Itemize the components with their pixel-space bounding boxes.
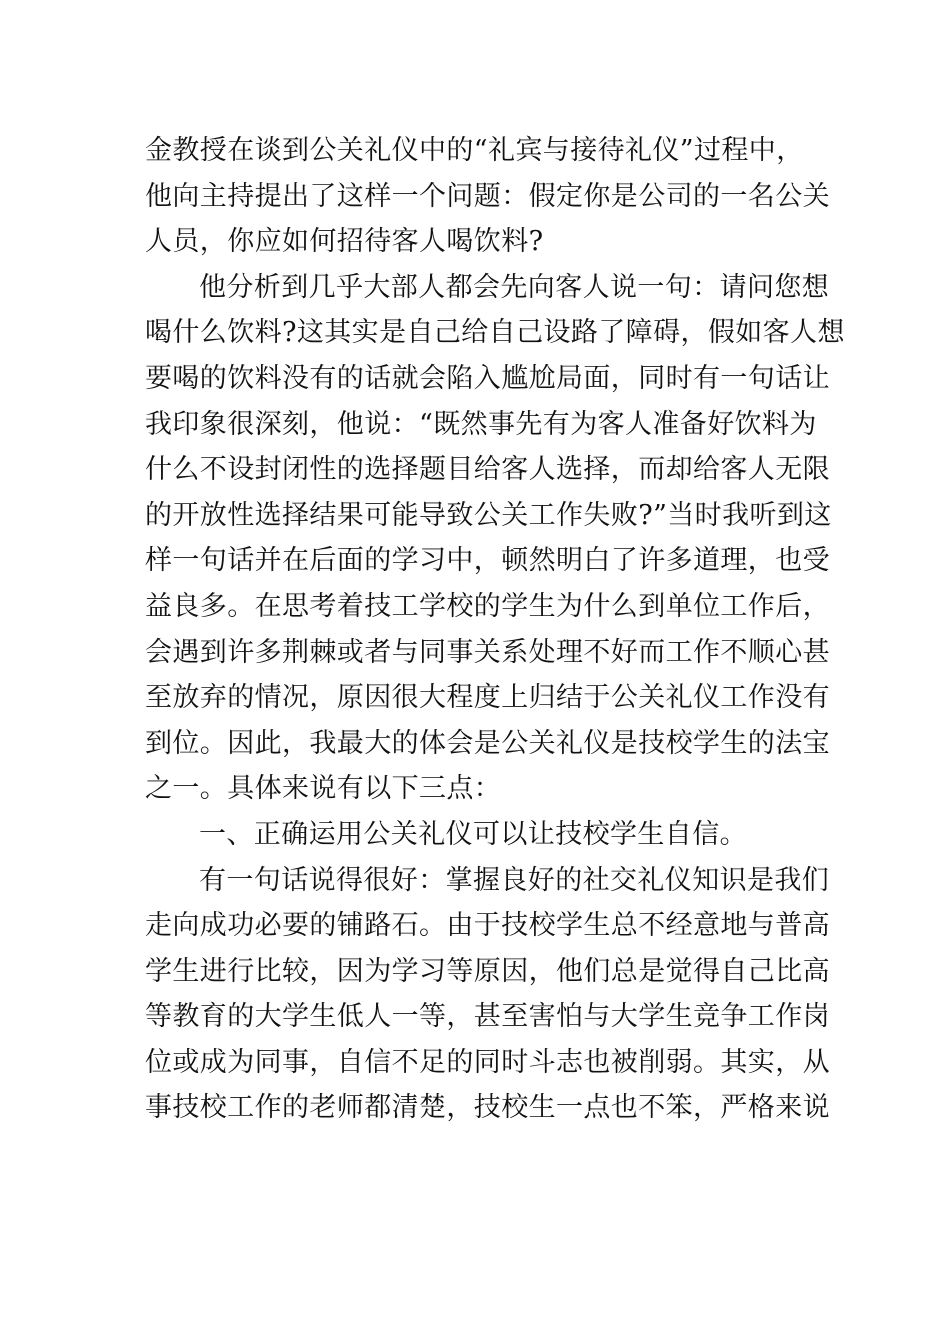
- text-line: 金教授在谈到公关礼仪中的“礼宾与接待礼仪”过程中，: [145, 135, 804, 166]
- text-line: 喝什么饮料?这其实是自己给自己设路了障碍，假如客人想: [145, 317, 845, 349]
- text-line: 之一。具体来说有以下三点：: [145, 773, 502, 805]
- text-line: 样一句话并在后面的学习中，顿然明白了许多道理，也受: [145, 545, 830, 577]
- section-heading: 一、正确运用公关礼仪可以让技校学生自信。: [199, 818, 747, 850]
- paragraph-start-line: 他分析到几乎大部人都会先向客人说一句：请问您想: [199, 271, 830, 303]
- text-line: 位或成为同事，自信不足的同时斗志也被削弱。其实，从: [145, 1046, 830, 1078]
- text-line: 他向主持提出了这样一个问题：假定你是公司的一名公关: [145, 180, 830, 212]
- text-line: 等教育的大学生低人一等，甚至害怕与大学生竞争工作岗: [145, 1001, 830, 1033]
- text-line: 到位。因此，我最大的体会是公关礼仪是技校学生的法宝: [145, 727, 830, 759]
- text-line: 走向成功必要的铺路石。由于技校学生总不经意地与普高: [145, 910, 830, 942]
- text-line: 人员，你应如何招待客人喝饮料?: [145, 226, 544, 258]
- text-line: 我印象很深刻，他说：“既然事先有为客人准备好饮料为: [145, 408, 817, 440]
- text-line: 什么不设封闭性的选择题目给客人选择，而却给客人无限: [145, 454, 830, 486]
- text-line: 会遇到许多荆棘或者与同事关系处理不好而工作不顺心甚: [145, 636, 830, 668]
- document-body: [145, 128, 845, 1131]
- text-line: 要喝的饮料没有的话就会陷入尴尬局面，同时有一句话让: [145, 362, 830, 394]
- text-line: 的开放性选择结果可能导致公关工作失败?”当时我听到这: [145, 499, 832, 531]
- text-line: 益良多。在思考着技工学校的学生为什么到单位工作后，: [145, 590, 830, 622]
- text-line: 至放弃的情况，原因很大程度上归结于公关礼仪工作没有: [145, 682, 830, 714]
- paragraph-start-line: 有一句话说得很好：掌握良好的社交礼仪知识是我们: [199, 864, 830, 896]
- text-line: 学生进行比较，因为学习等原因，他们总是觉得自己比高: [145, 955, 830, 987]
- text-line: 事技校工作的老师都清楚，技校生一点也不笨，严格来说: [145, 1092, 830, 1124]
